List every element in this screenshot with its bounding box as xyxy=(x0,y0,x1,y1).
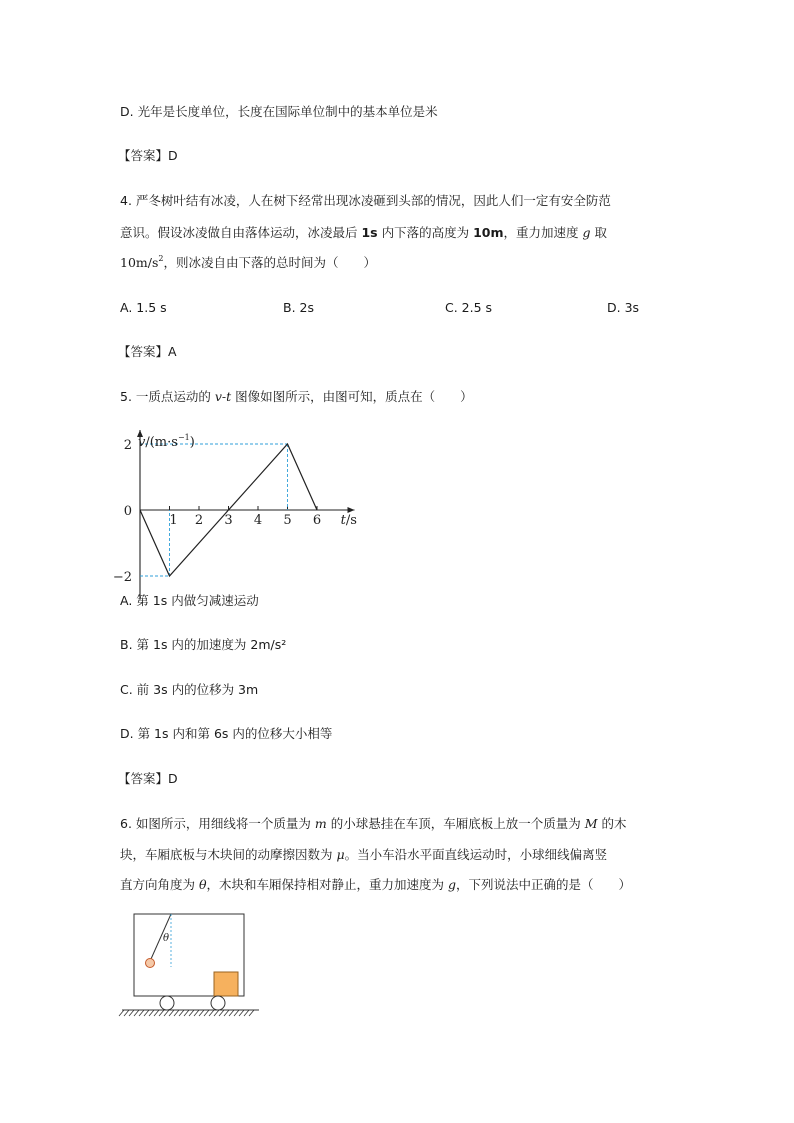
q6-stem-line1 xyxy=(120,818,626,831)
theta-label: θ xyxy=(163,933,170,944)
vt-graph xyxy=(108,422,368,585)
ground-hatching xyxy=(119,1010,254,1016)
x-tick-label: 3 xyxy=(224,513,233,528)
q6-text: ，木块和车厢保持相对静止，重力加速度为 xyxy=(206,877,448,892)
hatch-mark xyxy=(224,1010,229,1016)
x-tick-label: 1 xyxy=(169,513,178,528)
hatch-mark xyxy=(184,1010,189,1016)
wooden-block xyxy=(214,972,238,996)
q4-text: 意识。假设冰凌做自由落体运动，冰凌最后 xyxy=(120,225,362,240)
y-axis-label: $v/(m\cdot s^{-1})$ xyxy=(138,433,195,450)
x-tick-label: 6 xyxy=(312,513,322,528)
q4-option-a: A. 1.5 s xyxy=(120,300,167,315)
hatch-mark xyxy=(119,1010,124,1016)
q3-option-d: D. 光年是长度单位，长度在国际单位制中的基本单位是米 xyxy=(120,104,438,119)
hatch-mark xyxy=(144,1010,149,1016)
q4-text: 取 xyxy=(590,225,607,240)
y-tick-label: 2 xyxy=(123,438,132,453)
q4-text: ，则冰凌自由下落的总时间为（ ） xyxy=(163,255,376,270)
q5-text: 图像如图所示，由图可知，质点在（ ） xyxy=(231,389,473,404)
q4-stem-line1: 4. 严冬树叶结有冰凌，人在树下经常出现冰凌砸到头部的情况，因此人们一定有安全防范 xyxy=(120,193,611,208)
hatch-mark xyxy=(199,1010,204,1016)
hatch-mark xyxy=(234,1010,239,1016)
q4-height: 10m xyxy=(473,225,504,240)
hatch-mark xyxy=(159,1010,164,1016)
q6-text: 6. 如图所示，用细线将一个质量为 xyxy=(120,816,315,831)
q4-text: 内下落的高度为 xyxy=(377,225,474,240)
q6-mu-symbol: μ xyxy=(336,847,345,862)
q5-stem xyxy=(120,391,473,404)
q6-text: ，下列说法中正确的是（ ） xyxy=(456,877,632,892)
q6-text: 块，车厢底板与木块间的动摩擦因数为 xyxy=(120,847,337,862)
hatch-mark xyxy=(194,1010,199,1016)
hatch-mark xyxy=(239,1010,244,1016)
q4-option-c: C. 2.5 s xyxy=(445,300,493,315)
q6-theta-symbol: θ xyxy=(198,877,207,892)
hatch-mark xyxy=(209,1010,214,1016)
hatch-mark xyxy=(219,1010,224,1016)
q5-answer: 【答案】D xyxy=(118,771,178,786)
q6-M-symbol: M xyxy=(584,816,598,831)
q5-option-a: A. 第 1s 内做匀减速运动 xyxy=(120,593,259,608)
q6-stem-line3 xyxy=(120,879,631,892)
q4-g-symbol: g xyxy=(582,225,591,240)
hatch-mark xyxy=(134,1010,139,1016)
q4-stem-line3 xyxy=(120,254,376,270)
q5-text: 5. 一质点运动的 xyxy=(120,389,215,404)
q4-option-b: B. 2s xyxy=(283,300,314,315)
hatch-mark xyxy=(149,1010,154,1016)
x-tick-label: 5 xyxy=(283,513,292,528)
chart-labels xyxy=(113,433,357,585)
q6-text: 的小球悬挂在车顶，车厢底板上放一个质量为 xyxy=(326,816,585,831)
q4-exponent: 2 xyxy=(158,254,164,263)
hatch-mark xyxy=(129,1010,134,1016)
q4-g-value: 10m/s xyxy=(120,255,159,270)
hatch-mark xyxy=(124,1010,129,1016)
hatch-mark xyxy=(204,1010,209,1016)
q6-text: 。当小车沿水平面直线运动时，小球细线偏离竖 xyxy=(344,847,608,862)
q5-option-c: C. 前 3s 内的位移为 3m xyxy=(120,682,259,697)
wheel-right xyxy=(211,996,225,1010)
q3-answer: 【答案】D xyxy=(118,148,178,163)
hatch-mark xyxy=(249,1010,254,1016)
q5-vt: v-t xyxy=(214,389,232,404)
hatch-mark xyxy=(174,1010,179,1016)
hatch-mark xyxy=(179,1010,184,1016)
x-tick-label: 2 xyxy=(194,513,204,528)
q4-stem-line2 xyxy=(120,227,607,240)
hatch-mark xyxy=(164,1010,169,1016)
q4-option-d: D. 3s xyxy=(607,300,640,315)
q6-m-symbol: m xyxy=(314,816,327,831)
q4-answer: 【答案】A xyxy=(118,344,177,359)
q6-text: 直方向角度为 xyxy=(120,877,199,892)
cart-diagram xyxy=(118,910,263,1020)
q4-time: 1s xyxy=(361,225,378,240)
hatch-mark xyxy=(244,1010,249,1016)
wheel-left xyxy=(160,996,174,1010)
hatch-mark xyxy=(229,1010,234,1016)
q5-option-d: D. 第 1s 内和第 6s 内的位移大小相等 xyxy=(120,726,333,741)
hatch-mark xyxy=(139,1010,144,1016)
x-tick-label: 4 xyxy=(253,513,263,528)
hatch-mark xyxy=(189,1010,194,1016)
hatch-mark xyxy=(154,1010,159,1016)
y-tick-label: 0 xyxy=(123,504,132,519)
y-tick-label: −2 xyxy=(112,570,132,585)
q5-option-b: B. 第 1s 内的加速度为 2m/s² xyxy=(120,637,287,652)
x-axis-label: t/s xyxy=(340,513,357,528)
q6-g-symbol: g xyxy=(448,877,457,892)
hatch-mark xyxy=(214,1010,219,1016)
hatch-mark xyxy=(169,1010,174,1016)
pendulum-ball xyxy=(146,959,155,968)
q4-text: ，重力加速度 xyxy=(503,225,583,240)
q6-stem-line2 xyxy=(120,849,607,862)
q6-text: 的木 xyxy=(597,816,627,831)
